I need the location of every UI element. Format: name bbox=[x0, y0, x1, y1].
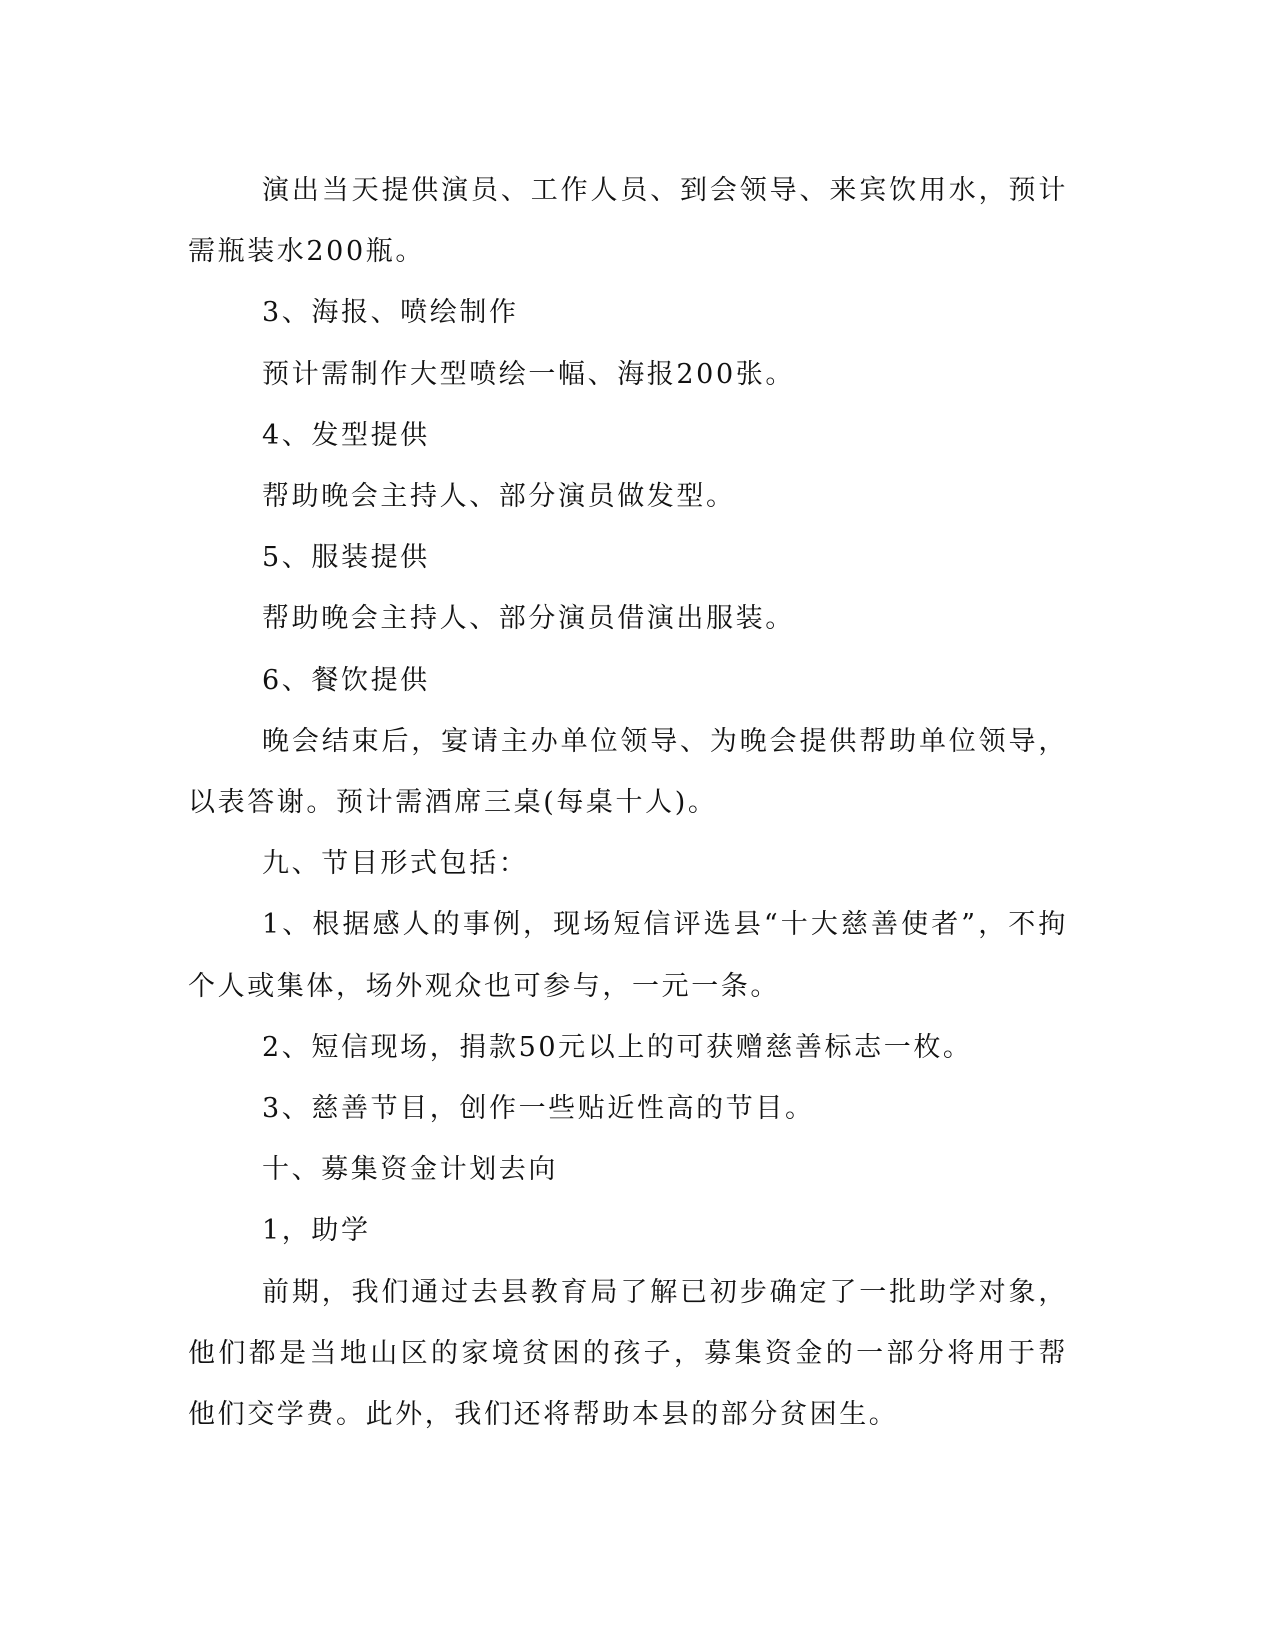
heading-fund-allocation: 十、募集资金计划去向 bbox=[262, 1154, 558, 1186]
heading-costume: 5、服装提供 bbox=[262, 542, 430, 574]
paragraph-charity-program: 3、慈善节目，创作一些贴近性高的节目。 bbox=[262, 1093, 815, 1125]
paragraph-sms-donation: 2、短信现场，捐款50元以上的可获赠慈善标志一枚。 bbox=[262, 1031, 973, 1063]
paragraph-catering: 晚会结束后，宴请主办单位领导、为晚会提供帮助单位领导，以表答谢。预计需酒席三桌(每桌十人)。 bbox=[188, 725, 1068, 819]
heading-poster-production: 3、海报、喷绘制作 bbox=[262, 297, 519, 329]
heading-hairstyle: 4、发型提供 bbox=[262, 419, 430, 451]
paragraph-drinking-water: 演出当天提供演员、工作人员、到会领导、来宾饮用水，预计需瓶装水200瓶。 bbox=[188, 175, 1068, 268]
heading-catering: 6、餐饮提供 bbox=[262, 664, 430, 696]
paragraph-costume: 帮助晚会主持人、部分演员借演出服装。 bbox=[262, 603, 795, 635]
paragraph-education-aid: 前期，我们通过去县教育局了解已初步确定了一批助学对象，他们都是当地山区的家境贫困的孩子，募集资金的一部分将用于帮他们交学费。此外，我们还将帮助本县的部分贫困生。 bbox=[188, 1276, 1068, 1431]
heading-program-format: 九、节目形式包括： bbox=[262, 848, 529, 880]
paragraph-hairstyle: 帮助晚会主持人、部分演员做发型。 bbox=[262, 481, 736, 513]
paragraph-sms-selection: 1、根据感人的事例，现场短信评选县“十大慈善使者”，不拘个人或集体，场外观众也可参与，一元一条。 bbox=[188, 909, 1068, 1002]
paragraph-poster-production: 预计需制作大型喷绘一幅、海报200张。 bbox=[262, 358, 795, 390]
heading-education-aid: 1，助学 bbox=[262, 1215, 371, 1247]
document-body bbox=[188, 160, 1068, 1445]
